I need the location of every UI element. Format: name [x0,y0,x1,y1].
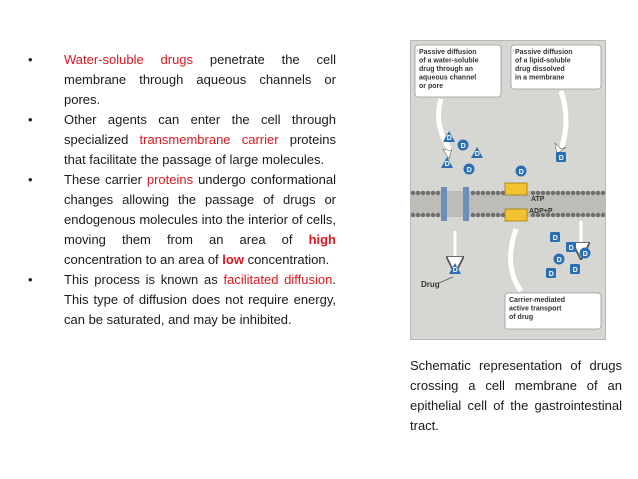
svg-text:D: D [582,251,588,258]
svg-text:D: D [572,267,578,274]
drug-molecule-icon [550,232,560,242]
figure-box-line: active transport [509,305,562,313]
svg-text:D: D [568,245,574,252]
svg-text:D: D [552,235,558,242]
svg-text:Passive diffusionof a lipid-so [515,49,573,82]
figure-caption: Schematic representation of drugs crossing a cell membrane of an epithelial cell of the gastrointestinal tract. [410,358,622,433]
bullet-item [28,170,336,270]
svg-text:D: D [558,155,564,162]
drug-molecule-icon [458,140,469,151]
adp-label: ADP+P [529,208,553,215]
bullet-text-segment: concentration. [243,252,330,267]
figure-box-line: Carrier-mediated [509,297,566,304]
arrow-carrier [511,229,521,291]
bullet-text-segment: Water-soluble drugs [64,52,194,67]
bullet-item [28,110,336,170]
svg-text:D: D [446,135,452,142]
bullet-text-segment: proteins [146,172,194,187]
svg-text:D: D [474,151,480,158]
drug-molecule-icon [566,242,576,252]
figure-box-line: Passive diffusion [515,49,573,56]
box-water-soluble [415,45,501,97]
drug-molecule-icon [554,254,565,265]
membrane-diagram [411,41,605,339]
drug-molecule-icon [449,263,461,274]
drug-transport-figure [410,40,606,340]
figure-box-line: or pore [419,83,444,90]
bullet-text-segment: facilitated diffusion [223,272,333,287]
figure-box-line: of drug [509,314,534,321]
drug-molecule-icon [471,147,483,158]
drug-molecule-icon [546,268,556,278]
bullet-text-segment: high [308,232,336,247]
bullet-marker: • [28,272,33,287]
drug-molecule-icon [464,164,475,175]
svg-text:D: D [444,161,450,168]
drug-molecule-icon [516,166,527,177]
bullet-text-segment: Other agents can enter the cell through specialized [64,112,336,147]
bullet-text-segment: low [222,252,244,267]
bullet-marker: • [28,172,33,187]
figure-box-line: drug dissolved [515,66,565,73]
bullet-marker: • [28,52,33,67]
bullet-text-segment: This process is known as [64,272,224,287]
drug-label: Drug [421,280,440,289]
figure-box-line: of a lipid-soluble [515,57,571,65]
box-carrier-mediated [505,293,601,329]
drug-molecule-icon [556,152,566,162]
atp-label: ATP [531,196,545,203]
drug-molecule-icon [580,248,591,259]
bullet-item [28,270,336,330]
svg-text:D: D [556,257,562,264]
carrier-protein-top [505,183,527,195]
bullet-text-segment: concentration to an area of [64,252,223,267]
arrow-to-channel [439,99,451,151]
box-lipid-soluble [511,45,601,89]
bullet-text-segment: These carrier [64,172,147,187]
bullet-list [28,50,336,330]
figure-box-line: of a water-soluble [419,57,479,65]
channel-left-wall [441,187,447,221]
drug-molecule-icon [441,157,453,168]
svg-text:D: D [466,167,472,174]
bullet-item [28,50,336,110]
svg-text:D: D [518,169,524,176]
svg-text:D: D [460,143,466,150]
svg-text:D: D [548,271,554,278]
svg-text:D: D [452,267,458,274]
bullet-text-segment: transmembrane carrier [139,132,279,147]
bullet-text-segment: . This type of diffusion does not require energy, can be saturated, and may be inhibited. [64,272,336,327]
carrier-protein-bottom [505,209,527,221]
drug-molecule-icon [570,264,580,274]
channel-right-wall [463,187,469,221]
arrow-to-membrane [561,91,566,149]
figure-box-line: in a membrane [515,74,565,82]
figure-box-line: Passive diffusion [419,49,477,56]
bullet-marker: • [28,112,33,127]
bullet-text-segment: penetrate the cell membrane through aqueous channels or pores. [64,52,336,107]
bullet-text-segment: proteins that facilitate the passage of large molecules. [64,132,336,167]
figure-box-line: aqueous channel [419,74,477,82]
bullet-text-segment: undergo conformational changes allowing the passage of drugs or endogenous molecules into the interior of cells, moving them from an area of [64,172,336,247]
figure-box-line: drug through an [419,66,474,73]
